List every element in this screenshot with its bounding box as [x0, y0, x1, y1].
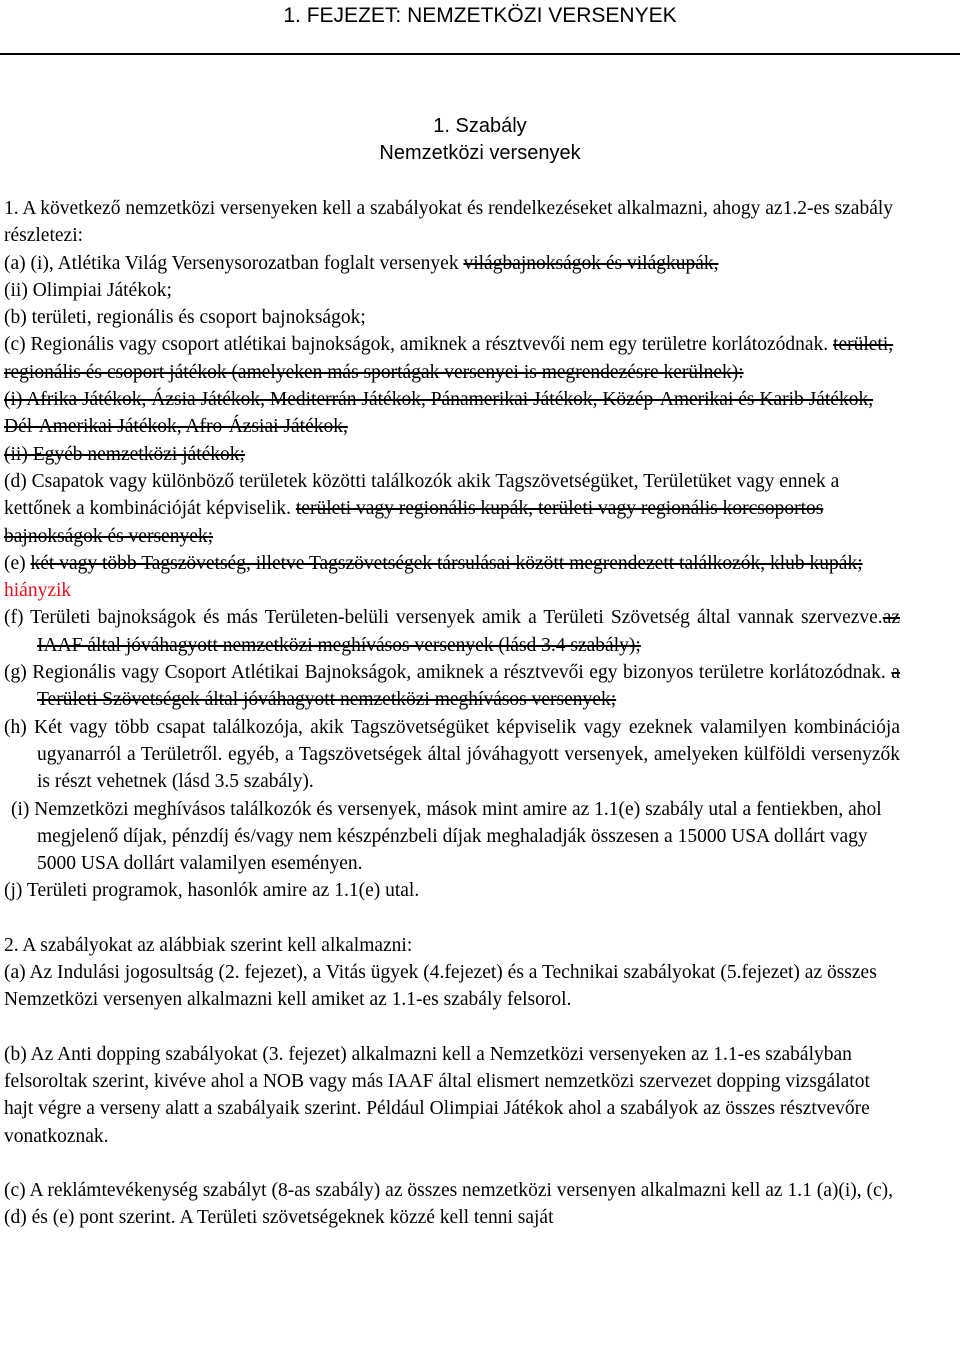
item-1h: (h) Két vagy több csapat találkozója, akik Tagszövetségüket képviselik vagy ezeknek valamilyen kombinációja ugyanarról a Területről. egyéb, a Tagszövetségek által jóváhagyott versenyek, amelyeken külföldi versenyzők is részt vehetnek (lásd 3.5 szabály). — [4, 716, 900, 793]
struck-text: területi, regionális és csoport játékok (amelyeken más sportágak versenyei is megrendezésre kerülnek): — [4, 334, 894, 383]
item-1c: (c) Regionális vagy csoport atlétikai bajnokságok, amiknek a résztvevői nem egy területre korlátozódnak. területi, regionális és csoport játékok (amelyeken más sportágak versenyei is megrendezésre kerülnek): — [4, 334, 894, 383]
struck-text: a Területi Szövetségek által jóváhagyott nemzetközi meghívásos versenyek; — [37, 662, 900, 711]
item-1c-ii — [4, 441, 900, 468]
document-body — [4, 195, 900, 1231]
missing-note: hiányzik — [4, 580, 72, 602]
struck-text: (ii) Egyéb nemzetközi játékok; — [4, 443, 245, 465]
header-divider — [0, 53, 960, 55]
paragraph-gap — [4, 1014, 900, 1041]
struck-text: területi vagy regionális kupák, területi vagy regionális korcsoportos bajnokságok és versenyek; — [4, 498, 824, 547]
paragraph-gap — [4, 905, 900, 932]
struck-text: két vagy több Tagszövetség, illetve Tagszövetségek társulásai között megrendezett találkozók, klub kupák; — [30, 552, 863, 574]
item-2c: (c) A reklámtevékenység szabályt (8-as szabály) az összes nemzetközi versenyen alkalmazni kell az 1.1 (a)(i), (c), (d) és (e) pont szerint. A Területi szövetségeknek közzé kell tenni saját — [4, 1179, 894, 1229]
rule-title: Nemzetközi versenyek — [379, 142, 581, 164]
item-1f: (f) Területi bajnokságok és más Területen-belüli versenyek amik a Területi Szövetség által vannak szervezve.az IAAF által jóváhagyott nemzetközi meghívásos versenyek (lásd 3.4 szabály); — [4, 607, 900, 656]
item-1d: (d) Csapatok vagy különböző területek közötti találkozók akik Tagszövetségüket, Területüket vagy ennek a kettőnek a kombinációját képviselik. területi vagy regionális kupák, területi vagy regionális korcsoportos bajnokságok és versenyek; — [4, 470, 840, 547]
struck-text: világbajnokságok és világkupák, — [463, 252, 719, 274]
item-1g: (g) Regionális vagy Csoport Atlétikai Bajnokságok, amiknek a résztvevői egy bizonyos területre korlátozódnak. a Területi Szövetségek által jóváhagyott nemzetközi meghívásos versenyek; — [4, 662, 900, 711]
struck-text: (i) Afrika Játékok, Ázsia Játékok, Mediterrán Játékok, Pánamerikai Játékok, Közép-Amerikai és Karib Játékok, Dél-Amerikai Játékok, Afro-Ázsiai Játékok, — [4, 389, 874, 438]
item-2a: (a) Az Indulási jogosultság (2. fejezet), a Vitás ügyek (4.fejezet) és a Technikai szabályokat (5.fejezet) az összes Nemzetközi versenyen alkalmazni kell amiket az 1.1-es szabály felsorol. — [4, 962, 877, 1011]
item-1a-ii: (ii) Olimpiai Játékok; — [4, 279, 172, 301]
item-1c-i — [4, 386, 900, 441]
rule-number: 1. Szabály — [433, 115, 527, 137]
chapter-title: 1. FEJEZET: NEMZETKÖZI VERSENYEK — [283, 4, 677, 27]
section-2-intro: 2. A szabályokat az alábbiak szerint kell alkalmazni: — [4, 934, 413, 956]
struck-text: az IAAF által jóváhagyott nemzetközi meghívásos versenyek (lásd 3.4 szabály); — [37, 607, 900, 656]
paragraph-gap — [4, 1150, 900, 1177]
item-1a: (a) (i), Atlétika Világ Versenysorozatban foglalt versenyek világbajnokságok és világkupák, — [4, 252, 719, 274]
section-1-intro: 1. A következő nemzetközi versenyeken kell a szabályokat és rendelkezéseket alkalmazni, ahogy az1.2-es szabály részletezi: — [4, 198, 894, 247]
item-1j: (j) Területi programok, hasonlók amire az 1.1(e) utal. — [4, 880, 420, 902]
item-1b: (b) területi, regionális és csoport bajnokságok; — [4, 307, 366, 329]
item-2b: (b) Az Anti dopping szabályokat (3. fejezet) alkalmazni kell a Nemzetközi versenyeken az 1.1-es szabályban felsoroltak szerint, kivéve ahol a NOB vagy más IAAF által elismert nemzetközi szervezet dopping vizsgálatot hajt végre a verseny alatt a szabályaik szerint. Például Olimpiai Játékok ahol a szabályok az összes résztvevőre vonatkoznak. — [4, 1043, 870, 1147]
item-1i: (i) Nemzetközi meghívásos találkozók és versenyek, mások mint amire az 1.1(e) szabály utal a fentiekben, ahol megjelenő díjak, pénzdíj és/vagy nem készpénzbeli díjak meghaladják összesen a 15000 USA dollárt vagy 5000 USA dollárt valamilyen eseményen. — [11, 798, 882, 875]
item-1e: (e) két vagy több Tagszövetség, illetve Tagszövetségek társulásai között megrendezett találkozók, klub kupák; hiányzik — [4, 552, 863, 602]
